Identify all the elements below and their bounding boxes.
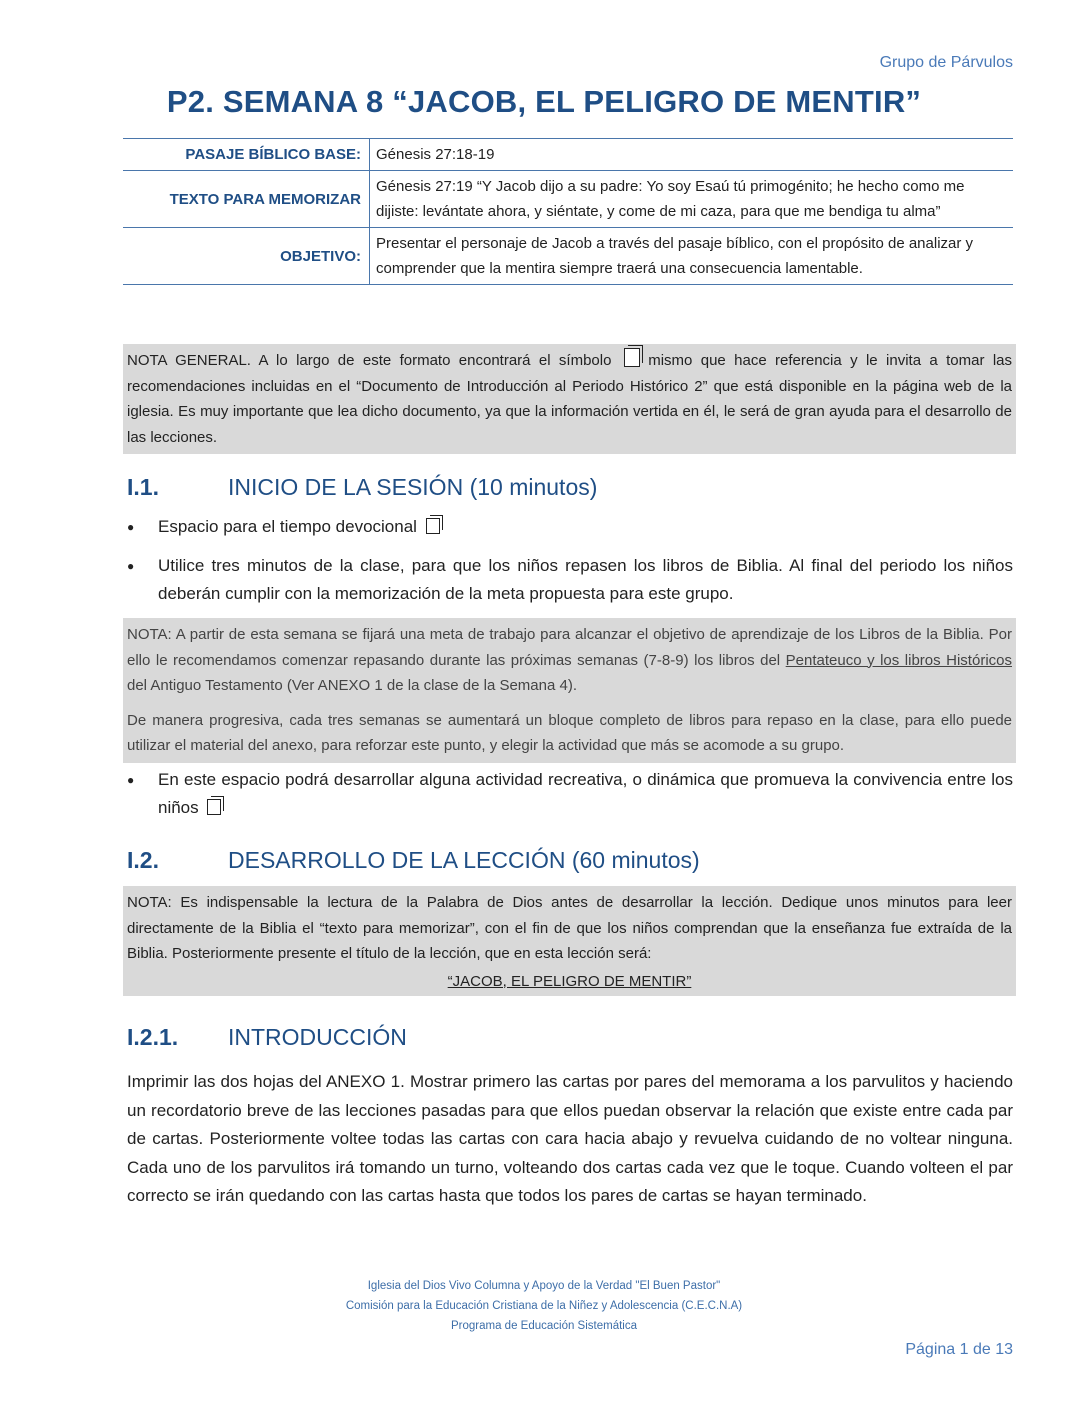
- info-row-memory-text: [123, 171, 1013, 228]
- note-bible-books-box: [123, 618, 1016, 763]
- section-heading-inicio: [127, 474, 597, 501]
- introduction-paragraph: Imprimir las dos hojas del ANEXO 1. Mostrar primero las cartas por pares del memorama a los parvulitos y haciendo un recordatorio breve de las lecciones pasadas para que ellos puedan observar la relación que existe entre cada par de cartas. Posteriormente voltee todas las cartas con cara hacia abajo y revuelva cuidando de no voltear ninguna. Cada uno de los parvulitos irá tomando un turno, volteando dos cartas cada vez que le toque. Cuando volteen el par correcto se irán quedando con las cartas hasta que todos los pares de cartas se hayan terminado.: [127, 1072, 1013, 1205]
- page-title: P2. SEMANA 8 “JACOB, EL PELIGRO DE MENTIR”: [166, 84, 922, 119]
- bullet-icon: ●: [127, 520, 135, 534]
- copy-document-icon: [426, 518, 440, 534]
- general-note-text-1: NOTA GENERAL. A lo largo de este formato encontrará el símbolo: [127, 352, 612, 369]
- memory-text-value: Génesis 27:19 “Y Jacob dijo a su padre: Yo soy Esaú tú primogénito; he hecho como me dijiste: levántate ahora, y siéntate, y come de mi caza, para que me bendiga tu alma”: [370, 171, 1014, 228]
- bullet-icon: ●: [127, 773, 135, 787]
- section-heading-desarrollo: [127, 847, 700, 874]
- footer-church: Iglesia del Dios Vivo Columna y Apoyo de la Verdad "El Buen Pastor": [367, 1280, 721, 1292]
- note-reading-box: [123, 886, 1016, 996]
- list-item-devotional: [127, 513, 1013, 541]
- note-reading-text: NOTA: Es indispensable la lectura de la Palabra de Dios antes de desarrollar la lección. Dedique unos minutos para leer directamente de la Biblia el “texto para memorizar”, con el fin de que los niños comprendan que la enseñanza fue extraída de la Biblia. Posteriormente presente el título de la lección, que en esta lección será:: [127, 894, 1012, 962]
- info-row-objective: [123, 228, 1013, 285]
- general-note-text-2: mismo que hace referencia y le invita a tomar las recomendaciones incluidas en el “Documento de Introducción al Periodo Histórico 2” que está disponible en la página web de la iglesia. Es muy importante que lea dicho documento, ya que la información vertida en él, le será de gran ayuda para el desarrollo de las lecciones.: [127, 352, 1012, 446]
- group-label: Grupo de Párvulos: [879, 54, 1013, 71]
- section-number: I.1.: [127, 474, 159, 500]
- lesson-info-table: [123, 138, 1013, 285]
- general-note-box: [123, 344, 1016, 454]
- info-row-passage: [123, 139, 1013, 171]
- passage-label: PASAJE BÍBLICO BASE:: [123, 139, 370, 171]
- section-number: I.2.1.: [127, 1024, 179, 1050]
- bullet-text: En este espacio podrá desarrollar alguna actividad recreativa, o dinámica que promueva la convivencia entre los niños: [158, 770, 1013, 817]
- note-text-2: del Antiguo Testamento (Ver ANEXO 1 de la clase de la Semana 4).: [127, 677, 577, 694]
- page-number: Página 1 de 13: [905, 1341, 1013, 1358]
- bullet-text: Utilice tres minutos de la clase, para que los niños repasen los libros de Biblia. Al final del periodo los niños deberán cumplir con la memorización de la meta propuesta para este grupo.: [158, 556, 1013, 603]
- section-number: I.2.: [127, 847, 159, 873]
- memory-text-label: TEXTO PARA MEMORIZAR: [123, 171, 370, 228]
- objective-label: OBJETIVO:: [123, 228, 370, 285]
- list-item-bible-books: [127, 552, 1013, 608]
- note-progressive-text: De manera progresiva, cada tres semanas se aumentará un bloque completo de libros para repaso en la clase, para ello puede utilizar el material del anexo, para reforzar este punto, y elegir la actividad que más se acomode a su grupo.: [127, 711, 1012, 754]
- section-title: INICIO DE LA SESIÓN (10 minutos): [228, 474, 598, 500]
- lesson-title-line: “JACOB, EL PELIGRO DE MENTIR”: [447, 972, 692, 990]
- note-text-1: NOTA: A partir de esta semana se fijará una meta de trabajo para alcanzar el objetivo de aprendizaje de los Libros de la Biblia. Por ello le recomendamos comenzar repasando durante las próximas semanas (7-8-9) los libros del: [127, 626, 1012, 669]
- section-heading-introduccion: [127, 1024, 407, 1051]
- passage-value: Génesis 27:18-19: [370, 139, 1014, 171]
- section-title: DESARROLLO DE LA LECCIÓN (60 minutos): [228, 847, 700, 873]
- pentateuch-link: Pentateuco y los libros Históricos: [785, 651, 1012, 669]
- copy-document-icon: [624, 348, 640, 367]
- footer-program: Programa de Educación Sistemática: [450, 1320, 637, 1332]
- footer-commission: Comisión para la Educación Cristiana de la Niñez y Adolescencia (C.E.C.N.A): [345, 1300, 743, 1312]
- copy-document-icon: [207, 799, 221, 815]
- list-item-recreation: [127, 766, 1013, 822]
- bullet-icon: ●: [127, 559, 135, 573]
- bullet-text: Espacio para el tiempo devocional: [158, 517, 417, 536]
- section-title: INTRODUCCIÓN: [228, 1024, 407, 1050]
- objective-value: Presentar el personaje de Jacob a través del pasaje bíblico, con el propósito de analizar y comprender que la mentira siempre traerá una consecuencia lamentable.: [370, 228, 1014, 285]
